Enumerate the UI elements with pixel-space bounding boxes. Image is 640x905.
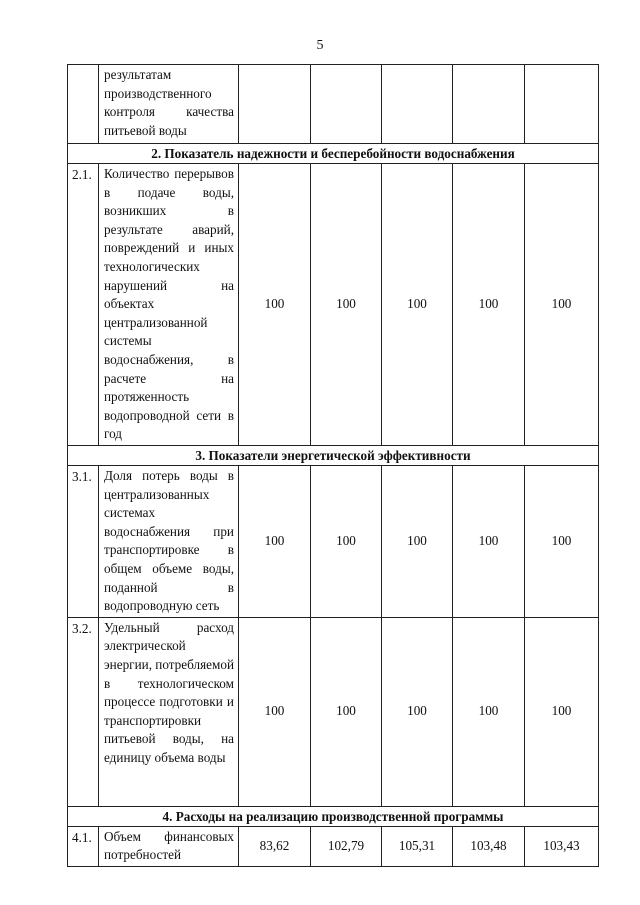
value-cell: 105,31: [382, 826, 453, 866]
section-title: 2. Показатель надежности и бесперебойности водоснабжения: [68, 144, 599, 164]
indicator-description: результатам производственного контроля качества питьевой воды: [99, 65, 239, 144]
row-number: 3.1.: [68, 466, 99, 618]
value-cell: 100: [239, 164, 311, 446]
value-cell: 83,62: [239, 826, 311, 866]
value-cell: 102,79: [311, 826, 382, 866]
value-cell: [382, 65, 453, 144]
value-cell: 100: [239, 466, 311, 618]
value-cell: 100: [382, 164, 453, 446]
value-cell: 100: [239, 617, 311, 806]
page-number: 5: [316, 38, 324, 53]
value-cell: [239, 65, 311, 144]
value-cell: 100: [525, 466, 599, 618]
value-cell: 103,48: [453, 826, 525, 866]
value-cell: 100: [453, 466, 525, 618]
row-number: 3.2.: [68, 617, 99, 806]
value-cell: [311, 65, 382, 144]
value-cell: [453, 65, 525, 144]
table-row: [68, 65, 599, 144]
value-cell: 100: [311, 617, 382, 806]
indicator-description: Доля потерь воды в централизованных системах водоснабжения при транспортировке в общем объеме воды, поданной в водопроводную сеть: [99, 466, 239, 618]
row-number: 2.1.: [68, 164, 99, 446]
indicator-description: Удельный расход электрической энергии, потребляемой в технологическом процессе подготовки и транспортировки питьевой воды, на единицу объема воды: [99, 617, 239, 806]
indicator-description: Объем финансовых потребностей: [99, 826, 239, 866]
value-cell: 100: [311, 466, 382, 618]
row-number: [68, 65, 99, 144]
section-title: 4. Расходы на реализацию производственной программы: [68, 806, 599, 826]
value-cell: 100: [525, 617, 599, 806]
value-cell: 100: [311, 164, 382, 446]
indicator-description: Количество перерывов в подаче воды, возникших в результате аварий, повреждений и иных технологических нарушений на объектах централизованной системы водоснабжения, в расчете на протяженность водопроводной сети в год: [99, 164, 239, 446]
table-row: [68, 466, 599, 618]
section-header-row: [68, 806, 599, 826]
value-cell: [525, 65, 599, 144]
program-indicators-table: [67, 64, 599, 867]
value-cell: 100: [453, 617, 525, 806]
value-cell: 100: [453, 164, 525, 446]
section-header-row: [68, 446, 599, 466]
table-row: [68, 164, 599, 446]
value-cell: 103,43: [525, 826, 599, 866]
value-cell: 100: [382, 617, 453, 806]
value-cell: 100: [525, 164, 599, 446]
section-title: 3. Показатели энергетической эффективности: [68, 446, 599, 466]
section-header-row: [68, 144, 599, 164]
value-cell: 100: [382, 466, 453, 618]
table-row: [68, 826, 599, 866]
table-row: [68, 617, 599, 806]
row-number: 4.1.: [68, 826, 99, 866]
